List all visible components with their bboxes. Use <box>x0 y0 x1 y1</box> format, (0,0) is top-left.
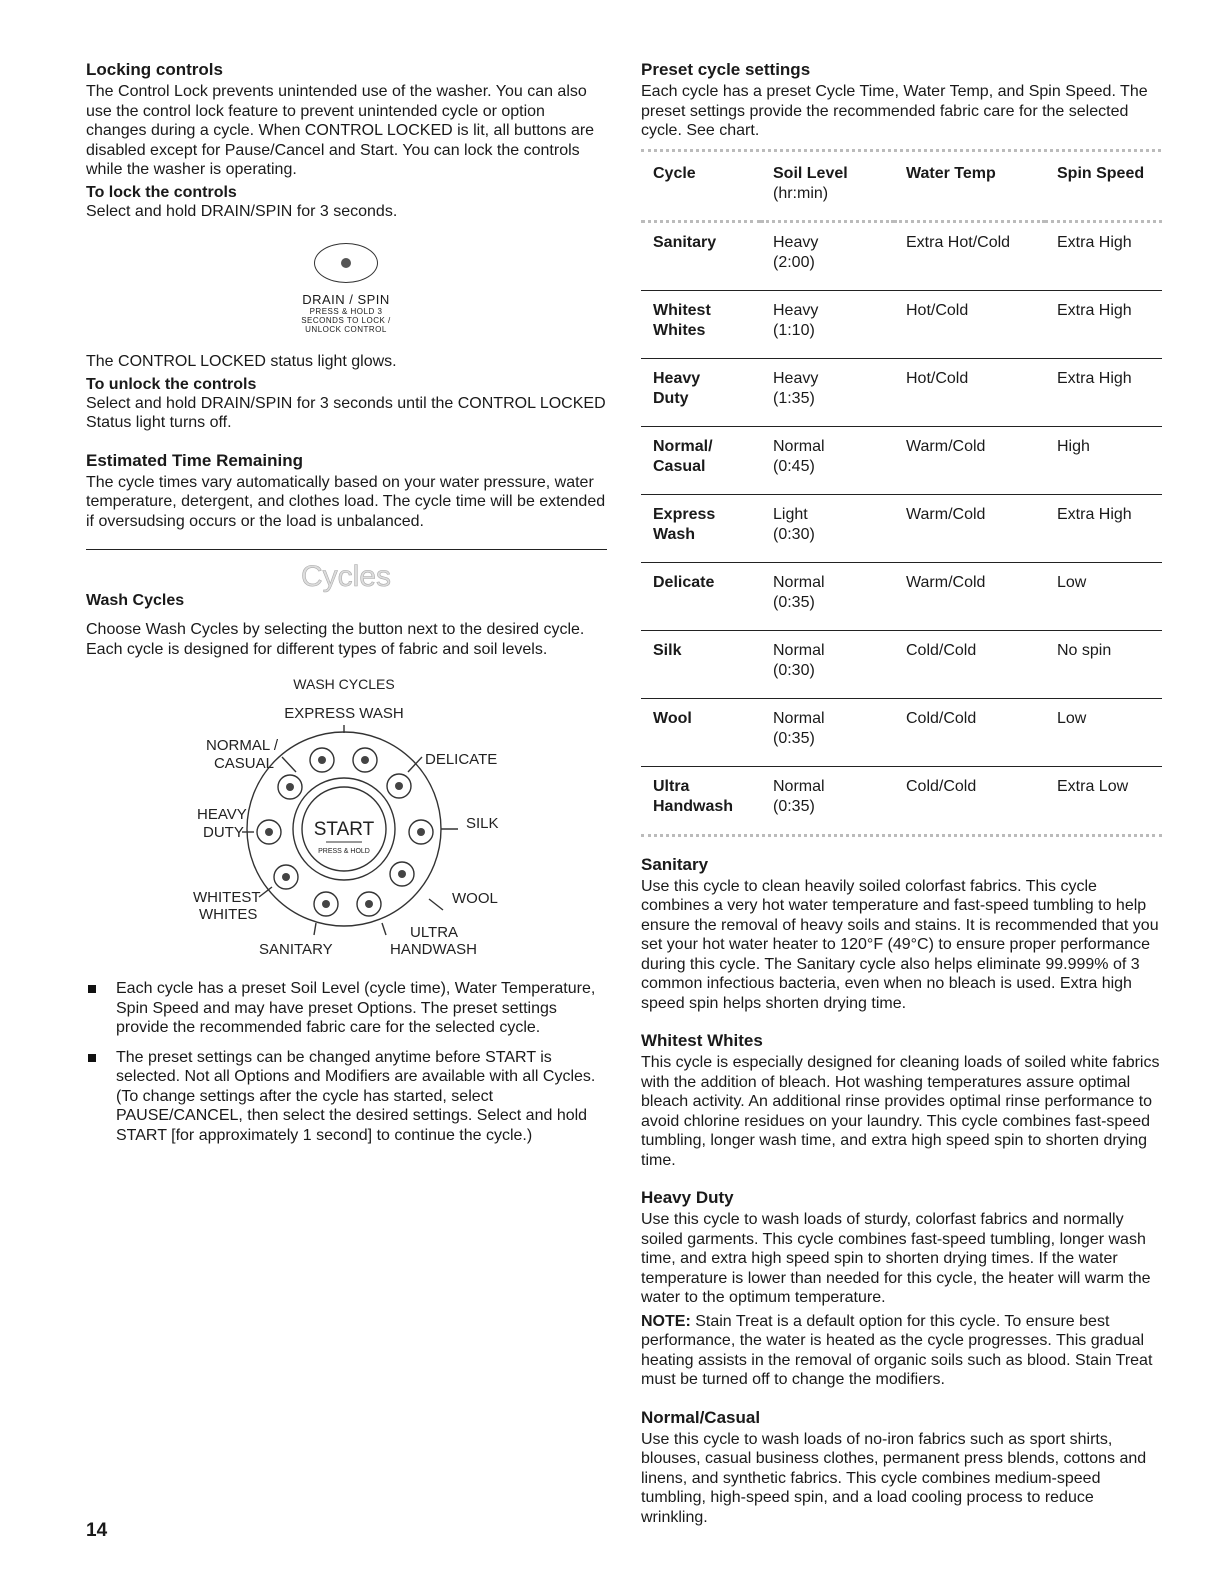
whitest-whites-button-icon[interactable] <box>274 865 298 889</box>
dial-label-sanitary: SANITARY <box>259 941 333 958</box>
soil-level-cell <box>761 766 894 834</box>
soil-level-cell <box>761 494 894 562</box>
soil-level-value: Normal <box>773 709 825 727</box>
cycle-name-cell <box>641 698 761 766</box>
soil-level-cell <box>761 358 894 426</box>
table-row <box>641 698 1162 766</box>
normal-casual-heading: Normal/Casual <box>641 1407 761 1427</box>
water-temp-cell: Hot/Cold <box>894 358 1045 426</box>
section-divider <box>86 549 607 550</box>
dial-label-silk: SILK <box>466 815 499 832</box>
spin-speed-cell: Low <box>1045 698 1162 766</box>
header-soil-level-unit: (hr:min) <box>773 184 829 202</box>
cycle-name-line-2: Handwash <box>653 798 734 815</box>
table-row <box>641 562 1162 630</box>
preset-bullets-list <box>86 979 606 1145</box>
dial-label-ultra-handwash-1: ULTRA <box>410 924 459 941</box>
dial-label-express-wash: EXPRESS WASH <box>284 705 404 722</box>
cycle-name-cell <box>641 221 761 290</box>
water-temp-cell: Cold/Cold <box>894 698 1045 766</box>
cycle-name-line-2: Duty <box>653 390 689 407</box>
table-row <box>641 426 1162 494</box>
spin-speed-cell: Extra High <box>1045 290 1162 358</box>
cycle-name-line-1: Sanitary <box>653 233 717 251</box>
soil-level-cell <box>761 290 894 358</box>
wool-button-icon[interactable] <box>390 862 414 886</box>
cycle-name-line-1: Delicate <box>653 573 715 591</box>
cycle-time-value: (0:45) <box>773 458 815 475</box>
wash-cycles-dial-svg <box>86 673 606 963</box>
drain-spin-button-icon <box>314 243 378 283</box>
bullet-item: Each cycle has a preset Soil Level (cycle time), Water Temperature, Spin Speed and may have preset Options. The preset settings provide the recommended fabric care for the selected cycle. <box>86 979 606 1038</box>
cycle-time-value: (2:00) <box>773 254 815 271</box>
table-row <box>641 290 1162 358</box>
soil-level-cell <box>761 221 894 290</box>
table-row <box>641 221 1162 290</box>
cycle-name-cell <box>641 766 761 834</box>
table-bottom-rule <box>641 834 1162 837</box>
water-temp-cell: Warm/Cold <box>894 562 1045 630</box>
header-spin-speed: Spin Speed <box>1057 164 1145 182</box>
spin-speed-cell: Low <box>1045 562 1162 630</box>
dial-title: WASH CYCLES <box>293 676 395 692</box>
cycle-name-cell <box>641 630 761 698</box>
spin-speed-cell: Extra Low <box>1045 766 1162 834</box>
soil-level-value: Heavy <box>773 301 819 319</box>
cycle-name-line-1: Heavy <box>653 369 701 387</box>
dial-label-whitest-whites-1: WHITEST <box>193 889 261 906</box>
unlock-controls-heading: To unlock the controls <box>86 375 257 393</box>
cycle-name-cell <box>641 290 761 358</box>
soil-level-cell <box>761 426 894 494</box>
header-soil-level-label: Soil Level <box>773 164 848 182</box>
cycle-name-line-1: Whitest <box>653 301 711 319</box>
cycle-time-value: (0:35) <box>773 594 815 611</box>
heavy-duty-button-icon[interactable] <box>257 820 281 844</box>
whitest-whites-body: This cycle is especially designed for cleaning loads of soiled white fabrics with the addition of bleach. Hot washing temperatures assure optimal bleach activity. An additional rinse provides optimal rinse performance to avoid chlorine residues on your laundry. This cycle combines fast-speed tumbling, longer wash time, and extra high speed spin to shorten drying time. <box>641 1054 1160 1169</box>
estimated-time-body: The cycle times vary automatically based on your water pressure, water temperature, detergent, and clothes load. The cycle time will be extended if oversudsing occurs or the load is unbalanced. <box>86 473 606 530</box>
cycle-time-value: (1:10) <box>773 322 815 339</box>
header-cycle: Cycle <box>653 164 696 182</box>
cycle-name-cell <box>641 562 761 630</box>
cycles-section-title: Cycles <box>300 560 391 593</box>
water-temp-cell: Warm/Cold <box>894 494 1045 562</box>
sanitary-button-icon[interactable] <box>314 892 338 916</box>
right-column <box>641 60 1161 1527</box>
cycle-time-value: (0:35) <box>773 730 815 747</box>
table-row <box>641 494 1162 562</box>
spin-speed-cell: High <box>1045 426 1162 494</box>
left-column <box>86 60 606 1155</box>
silk-button-icon[interactable] <box>409 820 433 844</box>
cycle-name-line-2: Whites <box>653 322 706 339</box>
preset-settings-body: Each cycle has a preset Cycle Time, Water Temp, and Spin Speed. The preset settings provide the recommended fabric care for the selected cycle. See chart. <box>641 83 1148 139</box>
soil-level-cell <box>761 698 894 766</box>
wash-cycles-dial-figure <box>86 673 606 963</box>
water-temp-cell: Warm/Cold <box>894 426 1045 494</box>
bullet-item: The preset settings can be changed anytime before START is selected. Not all Options and Modifiers are available with all Cycles. (To change settings after the cycle has started, select PAUSE/CANCEL, then select the desired settings. Select and hold START [for approximately 1 second] to continue the cycle.) <box>86 1048 606 1146</box>
sanitary-body: Use this cycle to clean heavily soiled colorfast fabrics. This cycle combines a very hot water temperature and fast-speed tumbling to help ensure the removal of heavy soils and stains. It is recommended that you set your hot water heater to 120°F (49°C) to ensure proper performance during this cycle. The Sanitary cycle also helps eliminate 99.999% of 3 common infectious bacteria, even when no bleach is used. Extra high speed spin helps shorten drying time. <box>641 877 1159 1012</box>
control-locked-glow-text: The CONTROL LOCKED status light glows. <box>86 353 397 370</box>
ultra-handwash-button-icon[interactable] <box>357 892 381 916</box>
dial-label-heavy-duty-2: DUTY <box>203 824 244 841</box>
express-wash-button-icon[interactable] <box>310 748 334 772</box>
page-number: 14 <box>86 1520 108 1541</box>
note-label: NOTE: <box>641 1312 691 1330</box>
heavy-duty-heading: Heavy Duty <box>641 1188 734 1207</box>
preset-settings-heading: Preset cycle settings <box>641 60 811 79</box>
cycle-name-line-1: Wool <box>653 709 692 727</box>
sanitary-heading: Sanitary <box>641 854 709 874</box>
cycle-name-line-2: Wash <box>653 526 696 543</box>
note-body: Stain Treat is a default option for this cycle. To ensure best performance, the water is heated as the cycle progresses. This gradual heating assists in the removal of organic soils such as blood. Stain Treat must be turned off to change the modifiers. <box>641 1312 1153 1388</box>
table-header-row <box>641 152 1162 222</box>
dial-label-normal-casual-1: NORMAL / <box>206 737 278 754</box>
unlock-controls-body: Select and hold DRAIN/SPIN for 3 seconds until the CONTROL LOCKED Status light turns off. <box>86 394 606 431</box>
cycle-name-line-1: Ultra <box>653 777 690 795</box>
whitest-whites-heading: Whitest Whites <box>641 1031 763 1050</box>
soil-level-value: Heavy <box>773 369 819 387</box>
lock-controls-body: Select and hold DRAIN/SPIN for 3 seconds. <box>86 202 398 220</box>
cycle-time-value: (0:30) <box>773 662 815 679</box>
water-temp-cell: Hot/Cold <box>894 290 1045 358</box>
normal-casual-body: Use this cycle to wash loads of no-iron fabrics such as sport shirts, blouses, casual business clothes, permanent press blends, cottons and linens, and synthetic fabrics. This cycle combines medium-speed tumbling, high-speed spin, and a load cooling process to reduce wrinkling. <box>641 1430 1147 1526</box>
cycle-time-value: (0:30) <box>773 526 815 543</box>
cycle-name-cell <box>641 358 761 426</box>
cycle-name-line-2: Casual <box>653 458 706 475</box>
spin-speed-cell: No spin <box>1045 630 1162 698</box>
soil-level-value: Normal <box>773 437 825 455</box>
cycle-name-line-1: Express <box>653 505 716 523</box>
drain-spin-label: DRAIN / SPIN <box>302 292 390 307</box>
table-row <box>641 766 1162 834</box>
dial-label-normal-casual-2: CASUAL <box>213 755 274 772</box>
drain-spin-caption-1: PRESS & HOLD 3 <box>309 307 383 316</box>
spin-speed-cell: Extra High <box>1045 221 1162 290</box>
wash-cycles-heading: Wash Cycles <box>86 592 185 609</box>
cycle-time-value: (0:35) <box>773 798 815 815</box>
water-temp-cell: Extra Hot/Cold <box>894 221 1045 290</box>
drain-spin-figure <box>86 243 606 334</box>
wash-cycles-body: Choose Wash Cycles by selecting the button next to the desired cycle. Each cycle is designed for different types of fabric and soil levels. <box>86 621 585 658</box>
dial-label-ultra-handwash-2: HANDWASH <box>390 941 477 958</box>
dial-label-wool: WOOL <box>452 890 498 907</box>
lock-controls-heading: To lock the controls <box>86 183 237 201</box>
start-button-label[interactable]: START <box>313 819 375 840</box>
cycle-time-value: (1:35) <box>773 390 815 407</box>
drain-spin-caption-2: SECONDS TO LOCK / <box>301 316 391 325</box>
soil-level-value: Normal <box>773 777 825 795</box>
header-soil-level <box>761 152 894 222</box>
heavy-duty-body: Use this cycle to wash loads of sturdy, colorfast fabrics and normally soiled garments. This cycle combines fast-speed tumbling, longer wash time, and extra high speed spin to shorten drying times. If the water temperature is lower than needed for this cycle, the heater will warm the water to the optimum temperature. <box>641 1211 1151 1306</box>
cycle-name-cell <box>641 426 761 494</box>
heavy-duty-note <box>641 1312 1161 1390</box>
start-press-hold-label: PRESS & HOLD <box>318 848 370 855</box>
soil-level-cell <box>761 562 894 630</box>
water-temp-cell: Cold/Cold <box>894 630 1045 698</box>
drain-spin-caption-3: UNLOCK CONTROL <box>305 325 387 334</box>
cycle-name-cell <box>641 494 761 562</box>
estimated-time-heading: Estimated Time Remaining <box>86 450 303 470</box>
table-row <box>641 358 1162 426</box>
dial-label-delicate: DELICATE <box>425 751 498 768</box>
table-row <box>641 630 1162 698</box>
locking-controls-body: The Control Lock prevents unintended use of the washer. You can also use the control lock feature to prevent unintended cycle or option changes during a cycle. When CONTROL LOCKED is lit, all buttons are disabled except for Pause/Cancel and Start. You can lock the controls while the washer is operating. <box>86 83 595 178</box>
soil-level-value: Heavy <box>773 233 819 251</box>
soil-level-value: Normal <box>773 573 825 591</box>
silk-delicate-side-button-icon[interactable] <box>387 774 411 798</box>
dial-label-whitest-whites-2: WHITES <box>199 906 258 923</box>
dial-label-heavy-duty-1: HEAVY <box>197 806 247 823</box>
cycle-name-line-1: Normal/ <box>653 437 713 455</box>
cycle-name-line-1: Silk <box>653 641 682 659</box>
soil-level-value: Normal <box>773 641 825 659</box>
locking-controls-heading: Locking controls <box>86 60 223 79</box>
normal-casual-button-icon[interactable] <box>278 775 302 799</box>
preset-cycle-table <box>641 152 1162 834</box>
spin-speed-cell: Extra High <box>1045 358 1162 426</box>
header-water-temp: Water Temp <box>906 164 996 182</box>
water-temp-cell: Cold/Cold <box>894 766 1045 834</box>
spin-speed-cell: Extra High <box>1045 494 1162 562</box>
table-body <box>641 221 1162 834</box>
soil-level-value: Light <box>773 505 808 523</box>
soil-level-cell <box>761 630 894 698</box>
delicate-button-icon[interactable] <box>353 748 377 772</box>
